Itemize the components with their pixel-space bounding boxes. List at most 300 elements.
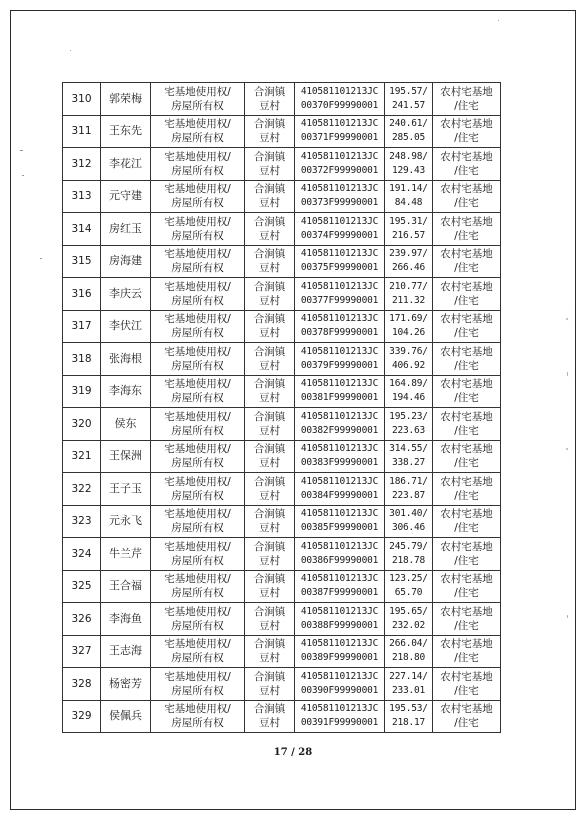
table-row <box>63 473 501 506</box>
parcel-code-cell-text: 00384F99990001 <box>300 489 379 501</box>
location-cell <box>245 408 295 441</box>
area-cell <box>385 375 433 408</box>
area-cell <box>385 700 433 733</box>
parcel-code-cell-text: 410581101213JC <box>300 410 379 422</box>
right-type-cell-text: 宅基地使用权/ <box>164 703 231 716</box>
land-use-cell-text: 农村宅基地 <box>440 215 493 228</box>
location-cell <box>245 668 295 701</box>
owner-name-cell-text: 杨密芳 <box>109 676 142 690</box>
right-type-cell-text: 宅基地使用权/ <box>164 183 231 196</box>
right-type-cell <box>151 440 245 473</box>
location-cell-text: 豆村 <box>259 359 280 372</box>
land-use-cell-text: 农村宅基地 <box>440 638 493 651</box>
location-cell-text: 合涧镇 <box>253 345 286 358</box>
parcel-code-cell <box>295 245 385 278</box>
owner-name-cell <box>101 635 151 668</box>
owner-name-cell <box>101 213 151 246</box>
location-cell <box>245 148 295 181</box>
record-number-cell-text: 310 <box>71 92 92 105</box>
area-cell-text: 245.79/ <box>389 540 428 552</box>
area-cell-text: 227.14/ <box>389 670 428 682</box>
area-cell-text: 194.46 <box>391 392 426 404</box>
right-type-cell-text: 宅基地使用权/ <box>164 280 231 293</box>
table-row <box>63 408 501 441</box>
right-type-cell <box>151 180 245 213</box>
land-use-cell-text: /住宅 <box>454 327 479 340</box>
parcel-code-cell-text: 00390F99990001 <box>300 684 379 696</box>
land-use-cell-text: 农村宅基地 <box>440 150 493 163</box>
owner-name-cell <box>101 83 151 116</box>
right-type-cell-text: 房屋所有权 <box>171 652 224 665</box>
land-use-cell-text: /住宅 <box>454 262 479 275</box>
right-type-cell <box>151 278 245 311</box>
land-use-cell <box>433 343 501 376</box>
owner-name-cell-text: 郭荣梅 <box>109 91 142 105</box>
right-type-cell-text: 房屋所有权 <box>171 229 224 242</box>
right-type-cell-text: 宅基地使用权/ <box>164 378 231 391</box>
area-cell-text: 306.46 <box>391 522 426 534</box>
scan-speck <box>70 50 71 51</box>
record-number-cell-text: 326 <box>71 612 92 625</box>
area-cell-text: 218.78 <box>391 554 426 566</box>
parcel-code-cell <box>295 310 385 343</box>
land-use-cell <box>433 440 501 473</box>
land-use-cell-text: 农村宅基地 <box>440 508 493 521</box>
right-type-cell-text: 宅基地使用权/ <box>164 150 231 163</box>
scan-speck <box>40 258 42 259</box>
location-cell-text: 豆村 <box>259 522 280 535</box>
record-number-cell <box>63 343 101 376</box>
parcel-code-cell-text: 410581101213JC <box>300 150 379 162</box>
owner-name-cell-text: 李海东 <box>109 384 142 398</box>
owner-name-cell-text: 侯东 <box>114 416 137 430</box>
right-type-cell-text: 房屋所有权 <box>171 619 224 632</box>
land-use-cell-text: 农村宅基地 <box>440 410 493 423</box>
location-cell <box>245 440 295 473</box>
land-use-cell <box>433 148 501 181</box>
area-cell <box>385 115 433 148</box>
owner-name-cell <box>101 180 151 213</box>
record-number-cell-text: 317 <box>71 320 92 333</box>
parcel-code-cell <box>295 505 385 538</box>
location-cell-text: 合涧镇 <box>253 313 286 326</box>
right-type-cell <box>151 148 245 181</box>
table-row <box>63 505 501 538</box>
right-type-cell-text: 宅基地使用权/ <box>164 248 231 261</box>
land-use-cell-text: /住宅 <box>454 424 479 437</box>
land-use-cell <box>433 375 501 408</box>
right-type-cell-text: 房屋所有权 <box>171 717 224 730</box>
parcel-code-cell <box>295 83 385 116</box>
land-use-cell <box>433 408 501 441</box>
table-row <box>63 213 501 246</box>
owner-name-cell <box>101 700 151 733</box>
parcel-code-cell-text: 00375F99990001 <box>300 262 379 274</box>
record-number-cell-text: 312 <box>71 157 92 170</box>
parcel-code-cell-text: 410581101213JC <box>300 85 379 97</box>
land-use-cell <box>433 83 501 116</box>
land-use-cell-text: 农村宅基地 <box>440 670 493 683</box>
right-type-cell-text: 宅基地使用权/ <box>164 605 231 618</box>
parcel-code-cell-text: 410581101213JC <box>300 443 379 455</box>
land-use-cell-text: /住宅 <box>454 652 479 665</box>
parcel-code-cell-text: 00385F99990001 <box>300 522 379 534</box>
location-cell-text: 合涧镇 <box>253 410 286 423</box>
owner-name-cell-text: 李庆云 <box>109 286 142 300</box>
owner-name-cell <box>101 440 151 473</box>
parcel-code-cell-text: 410581101213JC <box>300 313 379 325</box>
parcel-code-cell <box>295 700 385 733</box>
parcel-code-cell-text: 410581101213JC <box>300 345 379 357</box>
owner-name-cell <box>101 245 151 278</box>
parcel-code-cell-text: 00370F99990001 <box>300 99 379 111</box>
location-cell-text: 合涧镇 <box>253 475 286 488</box>
right-type-cell-text: 房屋所有权 <box>171 99 224 112</box>
area-cell-text: 195.31/ <box>389 215 428 227</box>
location-cell <box>245 180 295 213</box>
right-type-cell-text: 房屋所有权 <box>171 684 224 697</box>
area-cell-text: 338.27 <box>391 457 426 469</box>
area-cell-text: 218.80 <box>391 652 426 664</box>
area-cell <box>385 408 433 441</box>
right-type-cell-text: 宅基地使用权/ <box>164 573 231 586</box>
location-cell-text: 合涧镇 <box>253 540 286 553</box>
land-use-cell-text: 农村宅基地 <box>440 248 493 261</box>
parcel-code-cell-text: 410581101213JC <box>300 183 379 195</box>
land-rights-table <box>62 82 501 733</box>
right-type-cell-text: 宅基地使用权/ <box>164 638 231 651</box>
owner-name-cell-text: 李伏江 <box>109 319 142 333</box>
table-row <box>63 538 501 571</box>
location-cell <box>245 603 295 636</box>
owner-name-cell-text: 王东先 <box>109 124 142 138</box>
area-cell-text: 301.40/ <box>389 508 428 520</box>
table-row <box>63 375 501 408</box>
table-row <box>63 603 501 636</box>
area-cell-text: 211.32 <box>391 294 426 306</box>
area-cell-text: 239.97/ <box>389 248 428 260</box>
owner-name-cell-text: 房红玉 <box>109 221 142 235</box>
location-cell-text: 豆村 <box>259 164 280 177</box>
parcel-code-cell-text: 00386F99990001 <box>300 554 379 566</box>
record-number-cell <box>63 505 101 538</box>
parcel-code-cell-text: 410581101213JC <box>300 638 379 650</box>
right-type-cell <box>151 83 245 116</box>
parcel-code-cell <box>295 408 385 441</box>
area-cell-text: 233.01 <box>391 684 426 696</box>
land-use-cell-text: /住宅 <box>454 392 479 405</box>
location-cell <box>245 245 295 278</box>
location-cell-text: 豆村 <box>259 294 280 307</box>
location-cell-text: 合涧镇 <box>253 378 286 391</box>
record-number-cell <box>63 668 101 701</box>
table-body <box>63 83 501 733</box>
location-cell-text: 豆村 <box>259 652 280 665</box>
land-use-cell-text: 农村宅基地 <box>440 540 493 553</box>
location-cell-text: 豆村 <box>259 132 280 145</box>
record-number-cell-text: 314 <box>71 222 92 235</box>
right-type-cell-text: 房屋所有权 <box>171 554 224 567</box>
table-row <box>63 245 501 278</box>
location-cell-text: 合涧镇 <box>253 118 286 131</box>
land-use-cell-text: /住宅 <box>454 717 479 730</box>
right-type-cell-text: 房屋所有权 <box>171 587 224 600</box>
parcel-code-cell-text: 410581101213JC <box>300 670 379 682</box>
owner-name-cell-text: 侯佩兵 <box>109 709 142 723</box>
scan-speck <box>567 615 568 618</box>
owner-name-cell <box>101 343 151 376</box>
area-cell-text: 191.14/ <box>389 183 428 195</box>
owner-name-cell <box>101 375 151 408</box>
location-cell-text: 合涧镇 <box>253 605 286 618</box>
parcel-code-cell-text: 410581101213JC <box>300 540 379 552</box>
parcel-code-cell <box>295 668 385 701</box>
record-number-cell <box>63 570 101 603</box>
land-use-cell-text: /住宅 <box>454 619 479 632</box>
right-type-cell-text: 房屋所有权 <box>171 522 224 535</box>
record-number-cell <box>63 700 101 733</box>
parcel-code-cell-text: 00373F99990001 <box>300 197 379 209</box>
land-use-cell-text: /住宅 <box>454 457 479 470</box>
right-type-cell <box>151 310 245 343</box>
area-cell <box>385 603 433 636</box>
area-cell <box>385 310 433 343</box>
record-number-cell-text: 327 <box>71 645 92 658</box>
right-type-cell <box>151 115 245 148</box>
parcel-code-cell-text: 00387F99990001 <box>300 587 379 599</box>
table-row <box>63 700 501 733</box>
owner-name-cell <box>101 148 151 181</box>
record-number-cell <box>63 180 101 213</box>
land-use-cell <box>433 538 501 571</box>
right-type-cell <box>151 635 245 668</box>
record-number-cell <box>63 213 101 246</box>
area-cell-text: 195.53/ <box>389 703 428 715</box>
land-use-cell-text: /住宅 <box>454 197 479 210</box>
record-number-cell <box>63 310 101 343</box>
location-cell <box>245 83 295 116</box>
area-cell-text: 285.05 <box>391 132 426 144</box>
record-number-cell <box>63 148 101 181</box>
right-type-cell-text: 宅基地使用权/ <box>164 85 231 98</box>
record-number-cell-text: 323 <box>71 515 92 528</box>
area-cell-text: 210.77/ <box>389 280 428 292</box>
area-cell <box>385 213 433 246</box>
parcel-code-cell <box>295 278 385 311</box>
land-use-cell-text: /住宅 <box>454 359 479 372</box>
land-use-cell <box>433 180 501 213</box>
land-use-cell-text: 农村宅基地 <box>440 573 493 586</box>
parcel-code-cell <box>295 635 385 668</box>
location-cell-text: 合涧镇 <box>253 280 286 293</box>
area-cell-text: 266.04/ <box>389 638 428 650</box>
land-use-cell-text: 农村宅基地 <box>440 475 493 488</box>
location-cell-text: 豆村 <box>259 262 280 275</box>
location-cell-text: 合涧镇 <box>253 215 286 228</box>
location-cell-text: 合涧镇 <box>253 443 286 456</box>
land-use-cell-text: 农村宅基地 <box>440 280 493 293</box>
record-number-cell <box>63 635 101 668</box>
right-type-cell-text: 房屋所有权 <box>171 132 224 145</box>
record-number-cell-text: 311 <box>71 125 92 138</box>
location-cell-text: 豆村 <box>259 717 280 730</box>
owner-name-cell-text: 元永飞 <box>109 514 142 528</box>
parcel-code-cell-text: 410581101213JC <box>300 573 379 585</box>
owner-name-cell <box>101 668 151 701</box>
location-cell-text: 豆村 <box>259 229 280 242</box>
land-use-cell <box>433 310 501 343</box>
record-number-cell <box>63 603 101 636</box>
land-use-cell-text: /住宅 <box>454 522 479 535</box>
area-cell-text: 339.76/ <box>389 345 428 357</box>
location-cell <box>245 115 295 148</box>
land-use-cell-text: /住宅 <box>454 164 479 177</box>
right-type-cell-text: 宅基地使用权/ <box>164 475 231 488</box>
area-cell-text: 195.23/ <box>389 410 428 422</box>
right-type-cell <box>151 343 245 376</box>
location-cell-text: 豆村 <box>259 684 280 697</box>
land-use-cell-text: /住宅 <box>454 587 479 600</box>
land-use-cell-text: /住宅 <box>454 294 479 307</box>
owner-name-cell <box>101 603 151 636</box>
location-cell-text: 合涧镇 <box>253 670 286 683</box>
area-cell-text: 129.43 <box>391 164 426 176</box>
right-type-cell-text: 房屋所有权 <box>171 359 224 372</box>
area-cell <box>385 635 433 668</box>
area-cell-text: 216.57 <box>391 229 426 241</box>
parcel-code-cell <box>295 115 385 148</box>
table-row <box>63 278 501 311</box>
area-cell <box>385 538 433 571</box>
location-cell-text: 合涧镇 <box>253 85 286 98</box>
record-number-cell <box>63 278 101 311</box>
area-cell <box>385 278 433 311</box>
owner-name-cell <box>101 505 151 538</box>
area-cell <box>385 180 433 213</box>
location-cell <box>245 635 295 668</box>
parcel-code-cell <box>295 180 385 213</box>
area-cell-text: 164.89/ <box>389 378 428 390</box>
area-cell-text: 240.61/ <box>389 118 428 130</box>
area-cell <box>385 343 433 376</box>
scan-speck <box>566 318 568 320</box>
record-number-cell-text: 325 <box>71 580 92 593</box>
land-use-cell-text: /住宅 <box>454 489 479 502</box>
table-row <box>63 440 501 473</box>
owner-name-cell <box>101 570 151 603</box>
right-type-cell-text: 房屋所有权 <box>171 457 224 470</box>
land-use-cell-text: /住宅 <box>454 554 479 567</box>
right-type-cell <box>151 538 245 571</box>
parcel-code-cell-text: 00383F99990001 <box>300 457 379 469</box>
land-use-cell <box>433 473 501 506</box>
right-type-cell-text: 宅基地使用权/ <box>164 118 231 131</box>
scan-speck <box>498 20 499 21</box>
location-cell <box>245 700 295 733</box>
location-cell <box>245 213 295 246</box>
parcel-code-cell-text: 410581101213JC <box>300 703 379 715</box>
parcel-code-cell-text: 00391F99990001 <box>300 717 379 729</box>
area-cell-text: 223.87 <box>391 489 426 501</box>
area-cell-text: 232.02 <box>391 619 426 631</box>
land-use-cell-text: /住宅 <box>454 132 479 145</box>
owner-name-cell-text: 李海鱼 <box>109 611 142 625</box>
parcel-code-cell-text: 410581101213JC <box>300 605 379 617</box>
land-use-cell-text: 农村宅基地 <box>440 443 493 456</box>
parcel-code-cell-text: 410581101213JC <box>300 475 379 487</box>
right-type-cell-text: 宅基地使用权/ <box>164 540 231 553</box>
area-cell <box>385 245 433 278</box>
location-cell <box>245 505 295 538</box>
scan-speck <box>20 150 23 151</box>
owner-name-cell-text: 牛兰芹 <box>109 546 142 560</box>
parcel-code-cell-text: 00382F99990001 <box>300 424 379 436</box>
parcel-code-cell <box>295 343 385 376</box>
right-type-cell <box>151 570 245 603</box>
table-row <box>63 343 501 376</box>
page-number: 17 / 28 <box>273 747 313 758</box>
area-cell-text: 186.71/ <box>389 475 428 487</box>
location-cell-text: 豆村 <box>259 587 280 600</box>
table-row <box>63 83 501 116</box>
table-row <box>63 115 501 148</box>
parcel-code-cell-text: 410581101213JC <box>300 118 379 130</box>
table-row <box>63 635 501 668</box>
right-type-cell-text: 宅基地使用权/ <box>164 410 231 423</box>
land-use-cell <box>433 505 501 538</box>
location-cell <box>245 570 295 603</box>
area-cell-text: 171.69/ <box>389 313 428 325</box>
parcel-code-cell-text: 410581101213JC <box>300 248 379 260</box>
land-use-cell <box>433 570 501 603</box>
right-type-cell-text: 宅基地使用权/ <box>164 215 231 228</box>
land-use-cell-text: 农村宅基地 <box>440 85 493 98</box>
right-type-cell-text: 宅基地使用权/ <box>164 443 231 456</box>
scan-speck <box>567 372 568 376</box>
parcel-code-cell <box>295 213 385 246</box>
right-type-cell-text: 房屋所有权 <box>171 197 224 210</box>
record-number-cell-text: 319 <box>71 385 92 398</box>
owner-name-cell-text: 张海根 <box>109 351 142 365</box>
area-cell-text: 84.48 <box>394 197 423 209</box>
owner-name-cell <box>101 473 151 506</box>
owner-name-cell-text: 李花江 <box>109 156 142 170</box>
record-number-cell-text: 318 <box>71 352 92 365</box>
location-cell <box>245 278 295 311</box>
location-cell-text: 豆村 <box>259 554 280 567</box>
scan-speck <box>566 448 568 450</box>
location-cell-text: 合涧镇 <box>253 508 286 521</box>
land-use-cell-text: 农村宅基地 <box>440 313 493 326</box>
right-type-cell-text: 房屋所有权 <box>171 164 224 177</box>
record-number-cell-text: 313 <box>71 190 92 203</box>
location-cell-text: 合涧镇 <box>253 573 286 586</box>
location-cell <box>245 343 295 376</box>
owner-name-cell <box>101 538 151 571</box>
right-type-cell-text: 房屋所有权 <box>171 327 224 340</box>
table-row <box>63 180 501 213</box>
area-cell-text: 65.70 <box>394 587 423 599</box>
location-cell-text: 豆村 <box>259 619 280 632</box>
parcel-code-cell-text: 00388F99990001 <box>300 619 379 631</box>
record-number-cell <box>63 538 101 571</box>
parcel-code-cell <box>295 440 385 473</box>
owner-name-cell <box>101 408 151 441</box>
owner-name-cell <box>101 115 151 148</box>
parcel-code-cell <box>295 538 385 571</box>
location-cell <box>245 538 295 571</box>
land-use-cell <box>433 603 501 636</box>
